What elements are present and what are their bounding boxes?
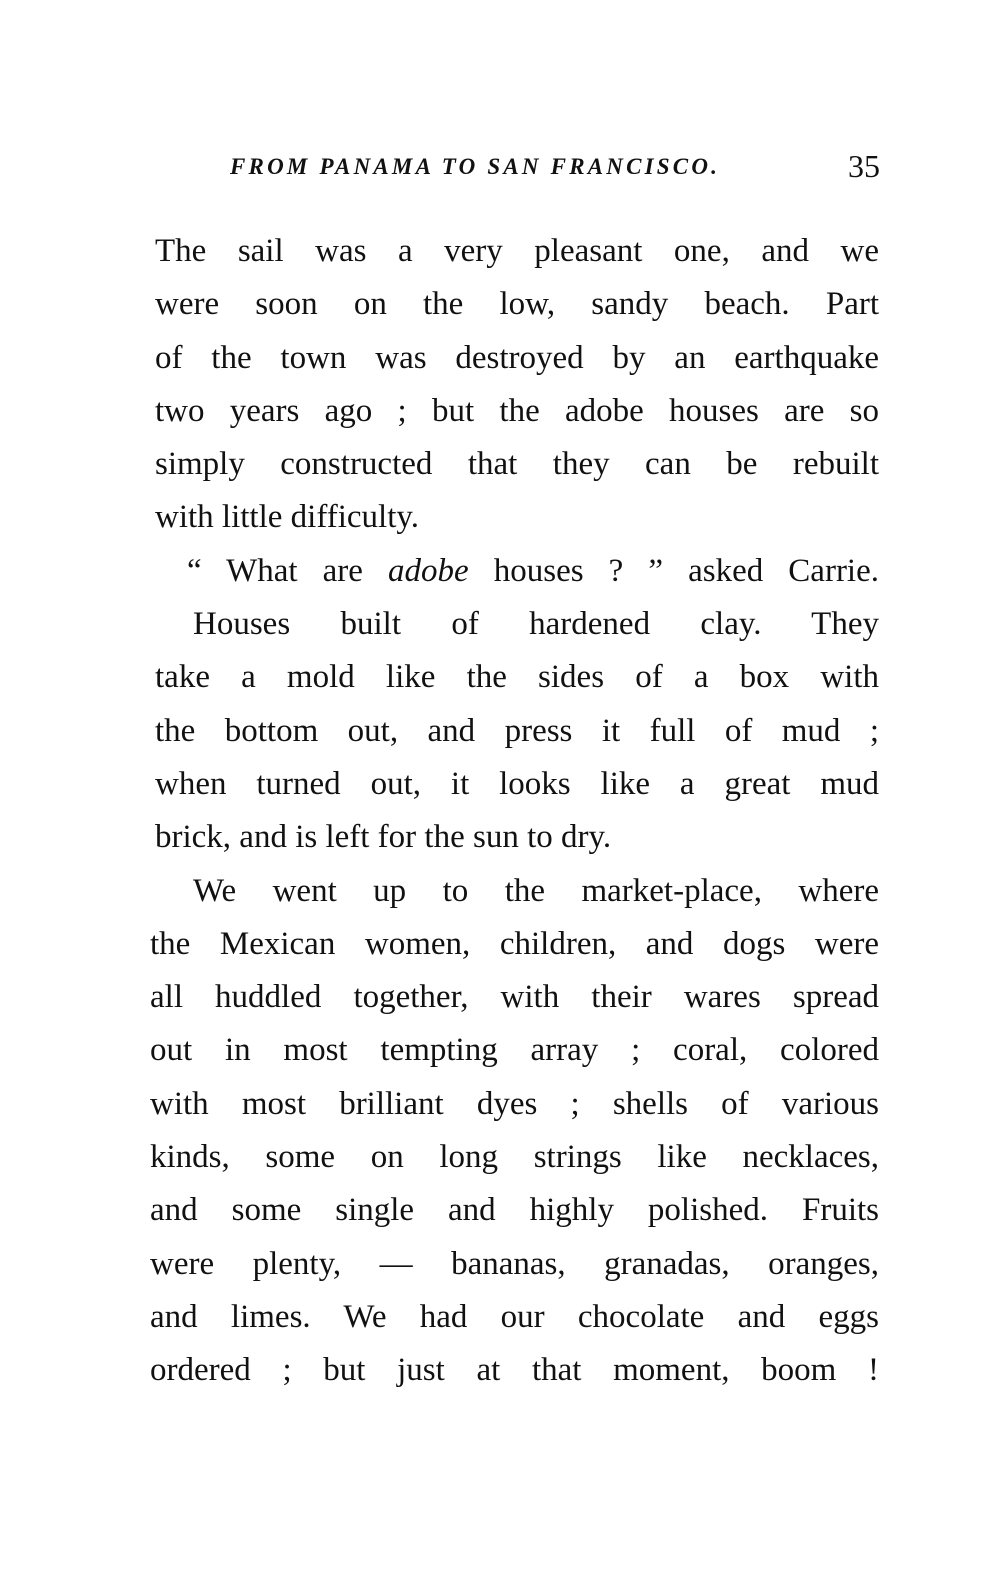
text-line: The sail was a very pleasant one, and we [155, 233, 879, 269]
text-line: ordered ; but just at that moment, boom ! [150, 1352, 879, 1389]
text-line: kinds, some on long strings like necklaces, [150, 1139, 879, 1176]
text-line: were plenty, — bananas, granadas, oranges, [150, 1245, 879, 1282]
text-line: and some single and highly polished. Fruits [150, 1192, 879, 1229]
page-header [230, 148, 880, 188]
text-line: the Mexican women, children, and dogs were [150, 925, 879, 962]
running-title: FROM PANAMA TO SAN FRANCISCO. [230, 154, 721, 179]
page-number: 35 [848, 148, 880, 184]
text-line: of the town was destroyed by an earthquake [155, 339, 879, 376]
text-line: all huddled together, with their wares spread [150, 979, 879, 1016]
text-segment: “ What are [187, 552, 389, 589]
text-line: simply constructed that they can be rebuilt [155, 446, 879, 483]
text-line: take a mold like the sides of a box with [155, 659, 879, 696]
text-line: with little difficulty. [155, 499, 419, 536]
text-line: the bottom out, and press it full of mud ; [155, 712, 879, 749]
text-line: and limes. We had our chocolate and eggs [150, 1298, 879, 1335]
text-line: two years ago ; but the adobe houses are so [155, 392, 879, 429]
text-line: when turned out, it looks like a great mud [155, 765, 879, 802]
text-line: Houses built of hardened clay. They [193, 606, 879, 643]
italic-word: adobe [388, 552, 469, 589]
text-line: out in most tempting array ; coral, colored [150, 1032, 879, 1069]
text-line: were soon on the low, sandy beach. Part [155, 286, 879, 323]
text-line: with most brilliant dyes ; shells of various [150, 1085, 879, 1122]
text-line [155, 545, 879, 598]
body-text [150, 225, 879, 1398]
text-line: We went up to the market-place, where [193, 872, 879, 909]
text-line: brick, and is left for the sun to dry. [155, 819, 612, 856]
text-segment: houses ? ” asked Carrie. [468, 552, 879, 589]
